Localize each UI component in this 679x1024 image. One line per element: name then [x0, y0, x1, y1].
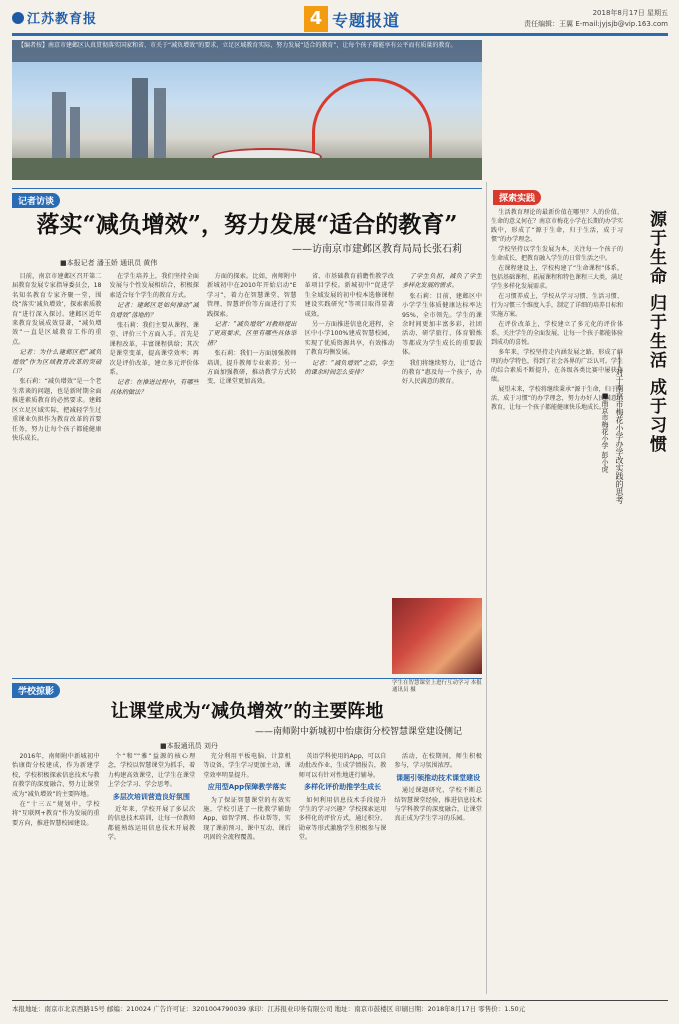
publication-info — [524, 8, 668, 30]
paragraph: 活动，在校期间，师生积极参与，学习氛围浓厚。 — [394, 753, 482, 770]
paragraph: 生活教育理论的最新价值在哪里？人的价值、生命的意义何在？南京市梅花小学在长期的办学实践中，形成了“源于生命，归于生活，成于习惯”的办学理念。 — [491, 209, 623, 243]
question: 记者：在推进过程中，有哪些具体的做法？ — [109, 379, 199, 396]
sidebar-body — [491, 208, 623, 988]
paragraph: 目前，南京市建邺区召开第二届教育发展专家指导委员会，18名知名教育专家齐聚一堂，围绕“落实‘减负增效’，探索素质教育”进行深入探讨。建邺区近年来教育发展成效显著，“减负增效”一直是区域教育工作的重点。 — [12, 273, 102, 346]
second-columns — [12, 752, 482, 996]
lead-subhead: ——访南京市建邺区教育局局长张石莉 — [292, 244, 462, 255]
second-column-4 — [299, 752, 387, 996]
paragraph: 通过课题研究，学校不断总结智慧课堂经验，推进信息技术与学科教学的深度融合，让课堂真正成为学生学习的乐园。 — [394, 787, 482, 823]
pub-date: 2018年8月17日 星期五 — [592, 9, 668, 17]
building-shape — [132, 78, 148, 162]
paragraph: 为了保证智慧课堂的有效实施，学校引进了一批教学辅助App，如智学网、作业帮等，实现了课前预习、课中互动、课后巩固的全流程覆盖。 — [203, 796, 291, 842]
lead-column-3 — [207, 272, 297, 672]
sidebar-column — [486, 182, 668, 994]
lead-column-1 — [12, 272, 102, 672]
sidebar-title: 源于生命 归于生活 成于习惯 — [646, 210, 666, 454]
section-label: 多层次培训营造良好氛围 — [112, 792, 190, 801]
paragraph: 张石莉：“减负增效”是一个老生常谈的问题，也是新时期全面推进素质教育的必然要求。建邺区立足区域实际，把减轻学生过重课业负担作为教育改革的首要任务，努力让每个孩子都能健康快乐成长。 — [12, 378, 102, 442]
section-label: 应用型App保障教学落实 — [207, 783, 287, 792]
second-subhead: ——南师附中新城初中怡康街分校智慧课堂建设侧记 — [254, 727, 462, 737]
question: 了学生负担，减负了学生多样化发展的需求。 — [402, 273, 482, 290]
lead-tag-bar — [12, 188, 482, 207]
paragraph: 学校坚持以学生发展为本，关注每一个孩子的生命成长，把教育融入学生的日常生活之中。 — [491, 246, 623, 262]
lead-column-2 — [110, 272, 200, 672]
building-shape — [52, 92, 66, 162]
building-shape — [70, 107, 80, 162]
question: 记者：“减负增效”之后，学生的课余时间怎么安排？ — [304, 359, 394, 377]
paragraph: 张石莉：我们一方面加强教师培训，提升教师专业素养；另一方面加强教研，推动教学方式转变，让课堂更加高效。 — [207, 350, 297, 386]
section-label: 多样化评价助推学生成长 — [304, 783, 382, 792]
paragraph: 在习惯养成上，学校从学习习惯、生活习惯、行为习惯三个维度入手，制定了详细的培养目标和实施方案。 — [491, 293, 623, 318]
paragraph: 张石莉：我们主要从课程、课堂、评价三个方面入手。首先是课程改革，丰富课程供给；其次是课堂变革，提高课堂效率；再次是评价改革，建立多元评价体系。 — [109, 322, 199, 377]
pub-editor: 责任编辑：王翼 E-mail:jyjsjb@vip.163.com — [524, 20, 668, 28]
ground-shape — [12, 158, 482, 180]
sidebar-subtitle: ——对于南京市梅花小学办学改实践的思考 — [615, 352, 624, 504]
lead-headline: 落实“减负增效”，努力发展“适合的教育” — [36, 211, 458, 238]
section-label: 课题引领推动技术课堂建设 — [396, 773, 481, 782]
paragraph: 展望未来，学校将继续秉承“源于生命，归于生活，成于习惯”的办学理念，努力办好人民满意的教育，让每一个孩子都能健康快乐地成长。 — [491, 386, 623, 411]
question: 记者：为什么建邺区把“减负增效”作为区域教育改革的突破口？ — [12, 349, 102, 376]
paragraph: 我们将继续努力，让“适合的教育”惠及每一个孩子，办好人民满意的教育。 — [402, 359, 482, 386]
paragraph: 张石莉：目前，建邺区中小学学生体质健康达标率达95%，全市领先。学生的课余时间更加丰富多彩，社团活动、研学旅行、体育锻炼等都成为学生成长的重要载体。 — [402, 292, 482, 357]
newspaper-logo: 江苏教育报 — [12, 8, 97, 27]
paragraph: 如何利用信息技术手段提升学生的学习兴趣？学校探索运用多样化的评价方式，通过积分、勋章等形式激励学生积极参与课堂。 — [298, 796, 387, 842]
logo-seal-icon — [12, 12, 24, 24]
section-title: 专题报道 — [332, 11, 401, 30]
masthead — [12, 6, 668, 36]
second-tag: 学校掠影 — [12, 683, 60, 698]
building-shape — [154, 88, 166, 162]
classroom-photo — [392, 598, 482, 693]
photo-caption: 学生在智慧课堂上进行互动学习 本报通讯员 摄 — [392, 680, 482, 693]
second-byline: ■本报通讯员 刘丹 — [160, 742, 218, 750]
paragraph: 多年来，学校坚持走内涵发展之路，形成了鲜明的办学特色，得到了社会各界的广泛认可。学生的综合素质不断提升，在各级各类比赛中屡获佳绩。 — [491, 349, 623, 383]
question: 记者：建邺区是如何推动“减负增效”落地的？ — [109, 302, 199, 319]
sidebar-tag: 探索实践 — [493, 190, 541, 205]
lead-byline: ■本报记者 潘玉娇 通讯员 黄伟 — [60, 259, 158, 267]
paragraph: 2016年，南师附中新城初中怡康街分校建成，作为新建学校，学校积极探索信息技术与教育教学的深度融合，努力让课堂成为“减负增效”的主要阵地。 — [12, 753, 100, 798]
paragraph: 在评价改革上，学校建立了多元化的评价体系，关注学生的全面发展，让每一个孩子都能体验到成功的喜悦。 — [491, 321, 623, 346]
paragraph: 省、市基础教育前瞻性教学改革项目学校。新城初中“促进学生全域发展的初中校本选修课程建设实践研究”等项目取得显著成效。 — [304, 273, 394, 318]
paragraph: 在“十三五”规划中，学校将“互联网+教育”作为发展的重要方向，推进智慧校园建设。 — [12, 801, 100, 827]
banner-caption: 【编者按】南京市建邺区认真贯彻落实国家和省、市关于“减负增效”的要求，立足区域教育实际，努力发展“适合的教育”，让每个孩子都能享有公平而有质量的教育。 — [12, 40, 482, 62]
page-number: 4 — [304, 6, 328, 32]
lead-tag: 记者访谈 — [12, 193, 60, 208]
banner-photo — [12, 40, 482, 180]
sidebar-author: ■南京市梅花小学 彭小虎 — [601, 392, 609, 473]
paragraph: 个“和”“雅”益源的核心理念，学校以智慧课堂为抓手，着力构建高效课堂，让学生在课堂上学会学习、学会思考。 — [107, 753, 196, 789]
paragraph: 在学生培养上，我们坚持全面发展与个性发展相结合，积极探索适合每个学生的教育方式。 — [109, 273, 199, 299]
paragraph: 近年来，学校开展了多层次的信息技术培训，让每一位教师都能熟练运用信息技术开展教学。 — [107, 806, 196, 842]
paragraph: 方面的探索。比如，南师附中新城初中在2010年开始启动“E学习”，着力在智慧课堂、智慧管理、智慧评价等方面进行了实践探索。 — [207, 273, 297, 318]
second-column-1 — [12, 752, 100, 996]
footer: 本报地址：南京市北京西路15号 邮编：210024 广告许可证：3201004790039 承印：江苏报业印务有限公司 地址：南京市鼓楼区 印刷日期：2018年8月17日 零售价：1.50元 — [12, 1000, 668, 1013]
paragraph: 在课程建设上，学校构建了“生命课程”体系，包括基础课程、拓展课程和特色课程三大类，满足学生多样化发展需求。 — [491, 265, 623, 290]
question: 记者：“减负增效”对教师提出了更高要求，区里有哪些具体举措？ — [207, 321, 297, 347]
second-column-5 — [394, 752, 482, 996]
paragraph: 英语学科使用的App，可以自动批改作业，生成学情报告，教师可以有针对性地进行辅导。 — [298, 753, 387, 779]
second-headline: 让课堂成为“减负增效”的主要阵地 — [110, 701, 384, 722]
second-column-3 — [203, 752, 291, 996]
lead-column-4 — [305, 272, 395, 672]
second-column-2 — [108, 752, 196, 996]
second-tag-bar — [12, 678, 482, 697]
paragraph: 另一方面推进信息化进程，全区中小学100%建成智慧校园，实现了优质资源共享，有效推动了教育均衡发展。 — [304, 321, 394, 357]
paragraph: 充分利用平板电脑、计算机等设备，学生学习更加主动，课堂效率明显提升。 — [203, 753, 291, 779]
